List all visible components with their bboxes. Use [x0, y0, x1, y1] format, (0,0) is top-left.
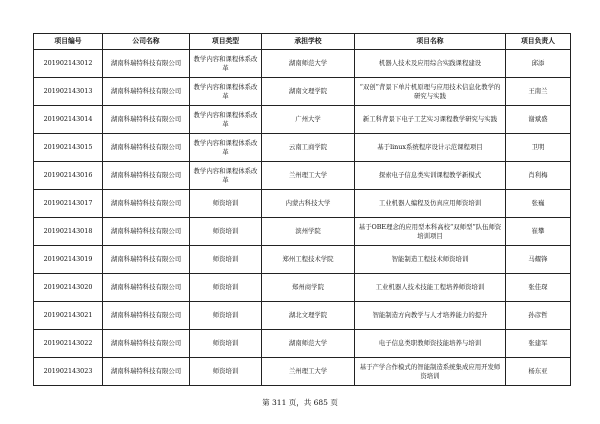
cell-project-type: 师资培训	[190, 302, 262, 330]
cell-company: 湖南科瑞特科技有限公司	[103, 190, 190, 218]
header-project-name: 项目名称	[355, 34, 506, 50]
cell-leader: 崔攀	[506, 218, 571, 246]
cell-school: 滨州学院	[262, 218, 355, 246]
cell-project-name: 电子信息类职教师资技能培养与培训	[355, 330, 506, 358]
page-number-footer: 第 311 页，共 685 页	[262, 398, 338, 407]
cell-project-type: 师资培训	[190, 358, 262, 386]
table-row	[34, 190, 571, 218]
cell-project-name: 基于linux系统程序设计示范课程项目	[355, 134, 506, 162]
cell-company: 湖南科瑞特科技有限公司	[103, 302, 190, 330]
table-row	[34, 162, 571, 190]
cell-company: 湖南科瑞特科技有限公司	[103, 358, 190, 386]
cell-school: 湖北文理学院	[262, 302, 355, 330]
cell-company: 湖南科瑞特科技有限公司	[103, 246, 190, 274]
cell-project-type: 教学内容和课程体系改革	[190, 134, 262, 162]
table-row	[34, 358, 571, 386]
header-project-type: 项目类型	[190, 34, 262, 50]
cell-project-name: 工业机器人技术技能工程培养师资培训	[355, 274, 506, 302]
table-row	[34, 78, 571, 106]
header-leader: 项目负责人	[506, 34, 571, 50]
header-project-id: 项目编号	[34, 34, 103, 50]
cell-project-id: 201902143019	[34, 246, 103, 274]
cell-company: 湖南科瑞特科技有限公司	[103, 106, 190, 134]
cell-school: 兰州理工大学	[262, 162, 355, 190]
cell-project-type: 师资培训	[190, 246, 262, 274]
cell-project-type: 师资培训	[190, 218, 262, 246]
cell-project-name: 机器人技术及应用综合实践课程建设	[355, 50, 506, 78]
cell-project-type: 教学内容和课程体系改革	[190, 50, 262, 78]
cell-project-name: 探索电子信息类实训课程教学新模式	[355, 162, 506, 190]
cell-project-name: 基于OBE理念的应用型本科高校“双师型”队伍师资培训项目	[355, 218, 506, 246]
cell-leader: 张佳琛	[506, 274, 571, 302]
cell-project-id: 201902143015	[34, 134, 103, 162]
cell-project-name: 智能制造方向教学与人才培养能力的提升	[355, 302, 506, 330]
cell-leader: 卫明	[506, 134, 571, 162]
cell-school: 郑州工程技术学院	[262, 246, 355, 274]
header-school: 承担学校	[262, 34, 355, 50]
cell-leader: 谢斌盛	[506, 106, 571, 134]
table-row	[34, 246, 571, 274]
cell-company: 湖南科瑞特科技有限公司	[103, 218, 190, 246]
cell-company: 湖南科瑞特科技有限公司	[103, 330, 190, 358]
cell-leader: 邱添	[506, 50, 571, 78]
cell-project-id: 201902143014	[34, 106, 103, 134]
cell-project-type: 师资培训	[190, 330, 262, 358]
cell-company: 湖南科瑞特科技有限公司	[103, 78, 190, 106]
cell-school: 湖南文理学院	[262, 78, 355, 106]
cell-school: 兰州理工大学	[262, 358, 355, 386]
cell-project-name: “双创”背景下单片机原理与应用技术信息化教学的研究与实践	[355, 78, 506, 106]
cell-project-type: 教学内容和课程体系改革	[190, 106, 262, 134]
cell-leader: 张建军	[506, 330, 571, 358]
cell-project-id: 201902143022	[34, 330, 103, 358]
table-row	[34, 330, 571, 358]
cell-leader: 孙彦哲	[506, 302, 571, 330]
table-header-row	[34, 34, 571, 50]
cell-company: 湖南科瑞特科技有限公司	[103, 134, 190, 162]
table-row	[34, 134, 571, 162]
cell-project-name: 工业机器人编程及仿真应用师资培训	[355, 190, 506, 218]
cell-project-name: 智能制造工程技术师资培训	[355, 246, 506, 274]
cell-project-id: 201902143016	[34, 162, 103, 190]
cell-school: 内蒙古科技大学	[262, 190, 355, 218]
cell-school: 广州大学	[262, 106, 355, 134]
projects-table	[33, 33, 571, 386]
table-row	[34, 50, 571, 78]
cell-leader: 肖利梅	[506, 162, 571, 190]
cell-project-id: 201902143021	[34, 302, 103, 330]
cell-project-id: 201902143018	[34, 218, 103, 246]
cell-company: 湖南科瑞特科技有限公司	[103, 162, 190, 190]
cell-project-type: 教学内容和课程体系改革	[190, 162, 262, 190]
cell-project-id: 201902143013	[34, 78, 103, 106]
table-row	[34, 106, 571, 134]
header-company: 公司名称	[103, 34, 190, 50]
cell-project-id: 201902143023	[34, 358, 103, 386]
cell-project-id: 201902143020	[34, 274, 103, 302]
cell-project-id: 201902143017	[34, 190, 103, 218]
cell-leader: 马耀锋	[506, 246, 571, 274]
cell-school: 云南工商学院	[262, 134, 355, 162]
cell-project-type: 师资培训	[190, 274, 262, 302]
cell-project-type: 教学内容和课程体系改革	[190, 78, 262, 106]
cell-company: 湖南科瑞特科技有限公司	[103, 274, 190, 302]
table-row	[34, 302, 571, 330]
cell-leader: 杨东亚	[506, 358, 571, 386]
table-row	[34, 274, 571, 302]
cell-project-id: 201902143012	[34, 50, 103, 78]
cell-leader: 张巍	[506, 190, 571, 218]
cell-project-name: 新工科背景下电子工艺实习课程教学研究与实践	[355, 106, 506, 134]
cell-school: 湖南师范大学	[262, 330, 355, 358]
cell-school: 郑州商学院	[262, 274, 355, 302]
cell-project-name: 基于产学合作模式的智能制造系统集成应用开发师资培训	[355, 358, 506, 386]
cell-project-type: 师资培训	[190, 190, 262, 218]
cell-company: 湖南科瑞特科技有限公司	[103, 50, 190, 78]
table-row	[34, 218, 571, 246]
cell-leader: 王南兰	[506, 78, 571, 106]
cell-school: 湖南师范大学	[262, 50, 355, 78]
